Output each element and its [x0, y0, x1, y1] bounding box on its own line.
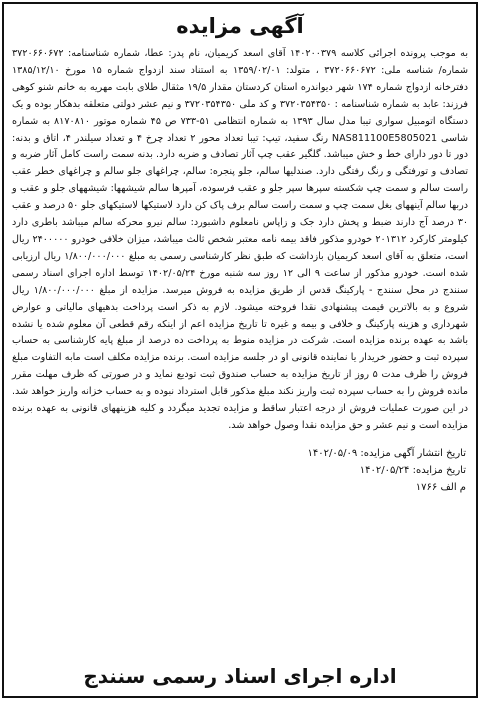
publish-date: تاریخ انتشار آگهی مزایده: ۱۴۰۲/۰۵/۰۹ [307, 447, 466, 459]
reference-number: م الف ۱۷۶۶ [415, 481, 466, 493]
auction-notice [2, 2, 478, 698]
issuing-office: اداره اجرای اسناد رسمی سنندج [83, 664, 397, 688]
auction-date: تاریخ مزایده: ۱۴۰۲/۰۵/۲۴ [359, 464, 466, 476]
notice-title: آگهی مزایده [176, 14, 304, 38]
notice-body-text: به موجب پرونده اجرائی کلاسه ۱۴۰۲۰۰۳۷۹ آقای اسعد کریمیان، نام پدر: عطا، شماره شناسنامه: ۳۷۲۰۶۶۰۶۷۲ شماره/ شناسه ملی: ۳۷۲۰۶۶۰۶۷۲ ، متولد: ۱۳۵۹/۰۲/۰۱ به استناد سند ازدواج شماره ۱۵ مورخ ۱۳۸۵/۱۲/۱۰ دفترخانه ازدواج شماره ۱۷۴ شهر دیواندره استان کردستان مقدار ۱۹/۵ مثقال طلای بابت مهریه به خانم شنو کوهی فرزند: عابد به شماره شناسنامه : ۳۷۲۰۳۵۴۳۵۰ و کد ملی ۳۷۲۰۳۵۴۳۵۰ و نیم عشر دولتی متعلقه بدهکار بوده و یک دستگاه اتومبیل سواری تیبا مدل سال ۱۳۹۳ به شماره انتظامی ۵۱-۷۳۳ ص ۴۵ شماره موتور ۸۱۷۰۸۱۰ به شماره شاسی NAS811100E5805021 رنگ سفید، تیپ: تیبا تعداد محور ۲ تعداد چرخ ۴ و تعداد سیلندر ۴، اتاق و بدنه: دور تا دور دارای خط و خش میباشد. گلگیر عقب چپ آثار تصادف و ضربه دارد. بدنه سمت راست کامل آثار ضربه و تصادف و تورفتگی و رنگ رفتگی دارد. صندلیها سالم، جلو پنجره: سالم، چراغهای جلو سالم و چراغهای خطر عقب راست سالم و سمت چپ شکسته سپرها سپر جلو و عقب فرسوده، آمپرها سالم شیشهها: شیشههای جلو و عقب و دربها سالم آینههای بغل سمت چپ و سمت راست سالم برف پاک کن دارد لاستیکها لاستیکهای جلو ۵۰ درصد و عقب ۳۰ درصد آج دارند ضبط و پخش دارد جک و زاپاس نامعلوم داشبورد: سالم نیرو محرکه سالم میباشد باطری دارد کیلومتر کارکرد ۲۰۱۳۱۲ خودرو مذکور فاقد بیمه نامه معتبر شخص ثالث میباشد، میزان خلافی خودرو ۲۴۰۰۰۰۰ ریال است، متعلق به آقای اسعد کریمیان بازداشت که طبق نظر کارشناسی رسمی به مبلغ ۱/۸۰۰/۰۰۰/۰۰۰ ریال ارزیابی شده است. خودرو مذکور از ساعت ۹ الی ۱۲ روز سه شنبه مورخ ۱۴۰۲/۰۵/۲۴ توسط اداره اجرای اسناد رسمی سنندج در محل سنندج - پارکینگ قدس از طریق مزایده به فروش میرسد. مزایده از مبلغ ۱/۸۰۰/۰۰۰/۰۰۰ ریال شروع و به بالاترین قیمت پیشنهادی نقدا فروخته میشود. لازم به ذکر است پرداخت بدهیهای مالیاتی و عوارض شهرداری و هزینه پارکینگ و خلافی و بیمه و غیره تا تاریخ مزایده اعم از اینکه رقم قطعی آن معلوم شده یا نشده باشد به عهده برنده مزایده است. شرکت در مزایده منوط به پرداخت ده درصد از مبلغ پایه کارشناسی به حساب سپرده ثبت و حضور خریدار یا نماینده قانونی او در جلسه مزایده است. برنده مزایده مکلف است مابه التفاوت مبلغ فروش را ظرف مدت ۵ روز از تاریخ مزایده به حساب صندوق ثبت تودیع نماید و در صورتی که ظرف مهلت مقرر مانده فروش را به حساب سپرده ثبت واریز نکند مبلغ مذکور قابل استرداد نبوده و به حساب خزانه واریز خواهد شد. در این صورت عملیات فروش از درجه اعتبار ساقط و مزایده تجدید میگردد و کلیه هزینههای قانونی به عهده برنده مزایده است و نیم عشر و حق مزایده نقدا وصول خواهد شد. [12, 48, 469, 431]
notice-dates [14, 445, 466, 496]
